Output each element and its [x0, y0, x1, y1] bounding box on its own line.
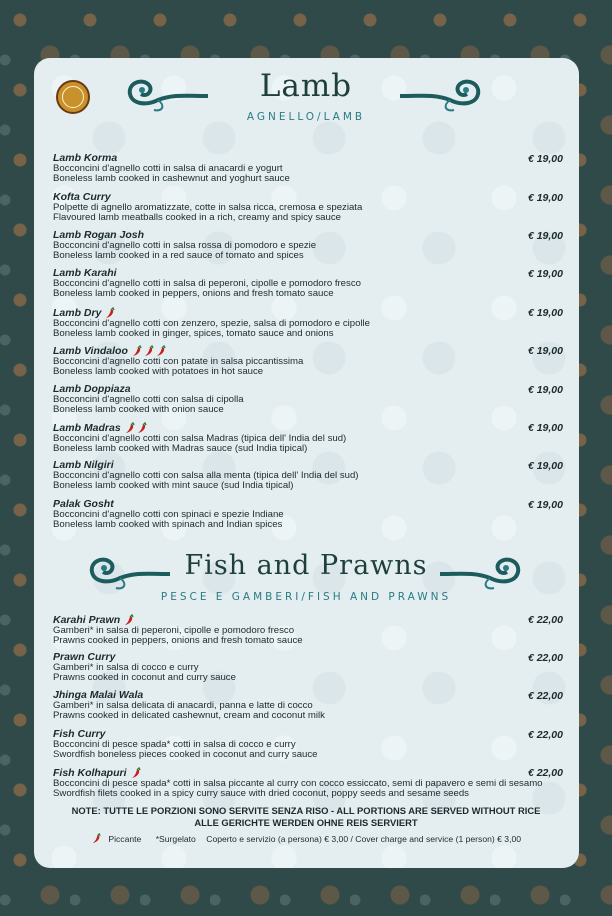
dish-description-english: Boneless lamb cooked in peppers, onions and fresh tomato sauce — [53, 288, 334, 299]
dish-name: Lamb Dry — [53, 306, 102, 319]
dish-description-italian: Polpette di agnello aromatizzate, cotte in salsa ricca, cremosa e speziata — [53, 202, 363, 213]
dish-description-english: Swordfish filets cooked in a spicy curry sauce with dried coconut, poppy seeds and sesame seeds — [53, 788, 469, 799]
menu-item — [53, 652, 563, 683]
legend-piccante-label: Piccante — [108, 834, 142, 844]
dish-description-italian: Bocconcini d'agnello cotti in salsa di anacardi e yogurt — [53, 163, 283, 174]
dish-description-italian: Bocconcini d'agnello cotti con salsa alla menta (tipica dell' India del sud) — [53, 470, 359, 481]
dish-description-italian: Bocconcini di pesce spada* cotti in salsa piccante al curry con cocco essiccato, semi di papavero e semi di sesamo — [53, 778, 543, 789]
dish-description-italian: Bocconcini d'agnello cotti con spinaci e spezie Indiane — [53, 509, 284, 520]
dish-price: € 19,00 — [527, 345, 563, 357]
menu-item — [53, 422, 563, 454]
dish-name: Lamb Rogan Josh — [53, 229, 145, 241]
dish-price: € 19,00 — [527, 153, 563, 165]
legend-piccante — [91, 834, 148, 844]
dish-name: Jhinga Malai Wala — [53, 689, 144, 701]
dish-description-english: Boneless lamb cooked with onion sauce — [53, 404, 224, 415]
dish-description-english: Prawns cooked in coconut and curry sauce — [53, 672, 236, 683]
menu-item — [53, 729, 563, 760]
menu-item — [53, 767, 563, 799]
dish-price: € 19,00 — [527, 384, 563, 396]
fish-section-subtitle: PESCE E GAMBERI/FISH AND PRAWNS — [160, 591, 452, 603]
legend-coperto: Coperto e servizio (a persona) € 3,00 / Cover charge and service (1 person) € 3,00 — [206, 834, 522, 844]
dish-description-english: Prawns cooked in peppers, onions and fresh tomato sauce — [53, 635, 303, 646]
dish-name: Karahi Prawn — [53, 613, 121, 626]
dish-name: Lamb Korma — [53, 152, 118, 164]
dish-price: € 22,00 — [527, 614, 563, 626]
legend-surgelato: *Surgelato — [155, 834, 196, 844]
chili-pepper-icon — [91, 833, 102, 844]
menu-legend — [0, 833, 612, 844]
menu-item — [53, 384, 563, 415]
dish-price: € 19,00 — [527, 268, 563, 280]
dish-name: Palak Gosht — [53, 498, 114, 510]
menu-item — [53, 345, 563, 377]
dish-price: € 22,00 — [527, 652, 563, 664]
dish-description-english: Boneless lamb cooked with spinach and Indian spices — [53, 519, 283, 530]
menu-item — [53, 614, 563, 646]
dish-description-italian: Bocconcini d'agnello cotti in salsa di peperoni, cipolle e pomodoro fresco — [53, 278, 361, 289]
dish-price: € 22,00 — [527, 690, 563, 702]
dish-description-italian: Gamberi* in salsa di cocco e curry — [53, 662, 199, 673]
rice-note-german: ALLE GERICHTE WERDEN OHNE REIS SERVIERT — [194, 817, 418, 828]
menu-item — [53, 690, 563, 721]
dish-description-english: Boneless lamb cooked in cashewnut and yoghurt sauce — [53, 173, 290, 184]
dish-description-italian: Bocconcini d'agnello cotti con salsa Madras (tipica dell' India del sud) — [53, 433, 347, 444]
dish-price: € 19,00 — [527, 422, 563, 434]
dish-description-english: Boneless lamb cooked in ginger, spices, tomato sauce and onions — [53, 328, 334, 339]
dish-price: € 22,00 — [527, 729, 563, 741]
dish-description-italian: Bocconcini d'agnello cotti con salsa di cipolla — [53, 394, 244, 405]
menu-item — [53, 499, 563, 530]
dish-price: € 19,00 — [527, 460, 563, 472]
menu-item — [53, 153, 563, 184]
menu-item — [53, 307, 563, 339]
dish-name: Lamb Karahi — [53, 267, 117, 279]
dish-description-italian: Bocconcini d'agnello cotti in salsa rossa di pomodoro e spezie — [53, 240, 317, 251]
dish-description-italian: Bocconcini di pesce spada* cotti in salsa di cocco e curry — [53, 739, 296, 750]
lamb-section-title: Lamb — [259, 68, 353, 104]
fish-section-title: Fish and Prawns — [184, 550, 428, 581]
dish-name: Fish Curry — [53, 728, 106, 740]
dish-description-english: Boneless lamb cooked with mint sauce (sud India tipical) — [53, 480, 294, 491]
lamb-section-subtitle: AGNELLO/LAMB — [246, 111, 366, 123]
dish-name: Prawn Curry — [53, 651, 116, 663]
dish-description-italian: Bocconcini d'agnello cotti con zenzero, spezie, salsa di pomodoro e cipolle — [53, 318, 371, 329]
dish-description-italian: Gamberi* in salsa delicata di anacardi, panna e latte di cocco — [53, 700, 313, 711]
menu-item — [53, 230, 563, 261]
dish-price: € 19,00 — [527, 230, 563, 242]
rice-note: NOTE: TUTTE LE PORZIONI SONO SERVITE SENZA RISO - ALL PORTIONS ARE SERVED WITHOUT RICE — [71, 805, 541, 816]
dish-name: Kofta Curry — [53, 191, 111, 203]
dish-price: € 19,00 — [527, 499, 563, 511]
dish-price: € 19,00 — [527, 307, 563, 319]
dish-description-italian: Bocconcini d'agnello cotti con patate in salsa piccantissima — [53, 356, 304, 367]
dish-name: Lamb Madras — [53, 421, 121, 434]
dish-description-english: Swordfish boneless pieces cooked in coconut and curry sauce — [53, 749, 318, 760]
dish-price: € 19,00 — [527, 192, 563, 204]
menu-item — [53, 192, 563, 223]
dish-name: Lamb Nilgiri — [53, 459, 114, 471]
menu-item — [53, 460, 563, 491]
dish-name: Lamb Vindaloo — [53, 344, 128, 357]
dish-name: Lamb Doppiaza — [53, 383, 131, 395]
dish-name: Fish Kolhapuri — [53, 766, 127, 779]
dish-description-english: Boneless lamb cooked with potatoes in hot sauce — [53, 366, 264, 377]
dish-description-italian: Gamberi* in salsa di peperoni, cipolle e pomodoro fresco — [53, 625, 295, 636]
dish-description-english: Flavoured lamb meatballs cooked in a rich, creamy and spicy sauce — [53, 212, 341, 223]
menu-item — [53, 268, 563, 299]
dish-description-english: Boneless lamb cooked in a red sauce of tomato and spices — [53, 250, 304, 261]
dish-description-english: Prawns cooked in delicated cashewnut, cream and coconut milk — [53, 710, 325, 721]
dish-description-english: Boneless lamb cooked with Madras sauce (sud India tipical) — [53, 443, 308, 454]
dish-price: € 22,00 — [527, 767, 563, 779]
